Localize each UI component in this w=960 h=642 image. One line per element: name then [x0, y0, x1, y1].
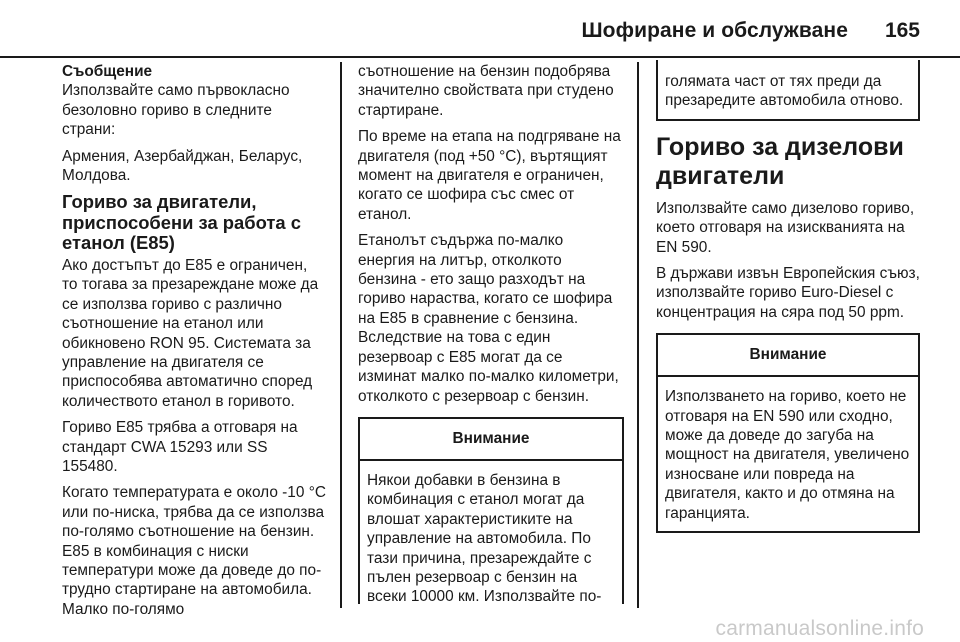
- page-header: [0, 0, 960, 56]
- col2-paragraph-3: Етанолът съдържа по-малко енергия на литър, отколкото бензина - ето защо разходът на гориво нараства, когато се шофира на E85 в сравнение с бензина. Вследствие на това с един резервоар с E85 могат да се изминат малко по-малко километри, отколкото с резервоар с бензин.: [358, 232, 619, 405]
- message-note: [62, 62, 326, 185]
- diesel-paragraph-1: Използвайте само дизелово гориво, което отговаря на изискванията на EN 590.: [656, 199, 915, 256]
- warning-title: Внимание: [658, 335, 918, 377]
- column-2: [358, 62, 624, 604]
- header-title: Шофиране и обслужване: [581, 19, 848, 42]
- column-3: [656, 62, 920, 533]
- page-number: 165: [884, 19, 920, 42]
- diesel-paragraph-2: В държави извън Европейския съюз, използвайте гориво Euro-Diesel с концентрация на сяра под 50 ppm.: [656, 265, 920, 321]
- e85-heading: Гориво за двигатели, приспособени за работа с етанол (E85): [62, 191, 301, 254]
- warning-text: Използването на гориво, което не отговаря на EN 590 или сходно, може да доведе до загуба на мощност на двигателя, увеличено износване или повреда на двигателя, както и до отмяна на гаранцията.: [665, 388, 910, 522]
- diesel-heading: Гориво за дизелови двигатели: [656, 132, 904, 191]
- message-title: Съобщение: [62, 63, 153, 80]
- warning-continued-text: голямата част от тях преди да презаредите автомобила отново.: [665, 73, 904, 110]
- column-divider-1: [340, 62, 342, 608]
- header-divider: [0, 56, 960, 58]
- site-watermark: carmanualsonline.info: [715, 617, 924, 640]
- col2-paragraph-1: съотношение на бензин подобрява значително свойствата при студено стартиране.: [358, 63, 614, 119]
- column-divider-2: [637, 62, 639, 608]
- col2-paragraph-2: По време на етапа на подгряване на двигателя (под +50 °C), въртящият момент на двигателя е ограничен, когато се шофира със смес от етанол.: [358, 128, 621, 223]
- warning-title: Внимание: [360, 419, 622, 461]
- warning-box-additives: [358, 417, 624, 604]
- message-countries: Армения, Азербайджан, Беларус, Молдова.: [62, 147, 303, 185]
- e85-paragraph-3: Когато температурата е около -10 °C или по-ниска, трябва да се използва по-голямо съотношение на бензин. E85 в комбинация с ниски температури може да доведе до по-трудно стартиране на автомобила. Малко по-голямо: [62, 484, 326, 618]
- warning-box-diesel: [656, 333, 920, 533]
- column-1: [62, 62, 326, 619]
- warning-box-continued: [656, 60, 920, 121]
- warning-text: Някои добавки в бензина в комбинация с етанол могат да влошат характеристиките на управление на автомобила. По тази причина, презареждайте с пълен резервоар с бензин на всеки 10000 км. Използвайте по-: [367, 471, 602, 606]
- e85-paragraph-1: Ако достъпът до E85 е ограничен, то тогава за презареждане може да се използва гориво с различно съотношение на етанол или обикновено RON 95. Системата за управление на двигателя се приспособява автоматично според количеството етанол в горивото.: [62, 256, 319, 410]
- e85-paragraph-2: Гориво E85 трябва а отговаря на стандарт CWA 15293 или SS 155480.: [62, 419, 298, 475]
- message-text: Използвайте само първокласно безоловно гориво в следните страни:: [62, 82, 290, 139]
